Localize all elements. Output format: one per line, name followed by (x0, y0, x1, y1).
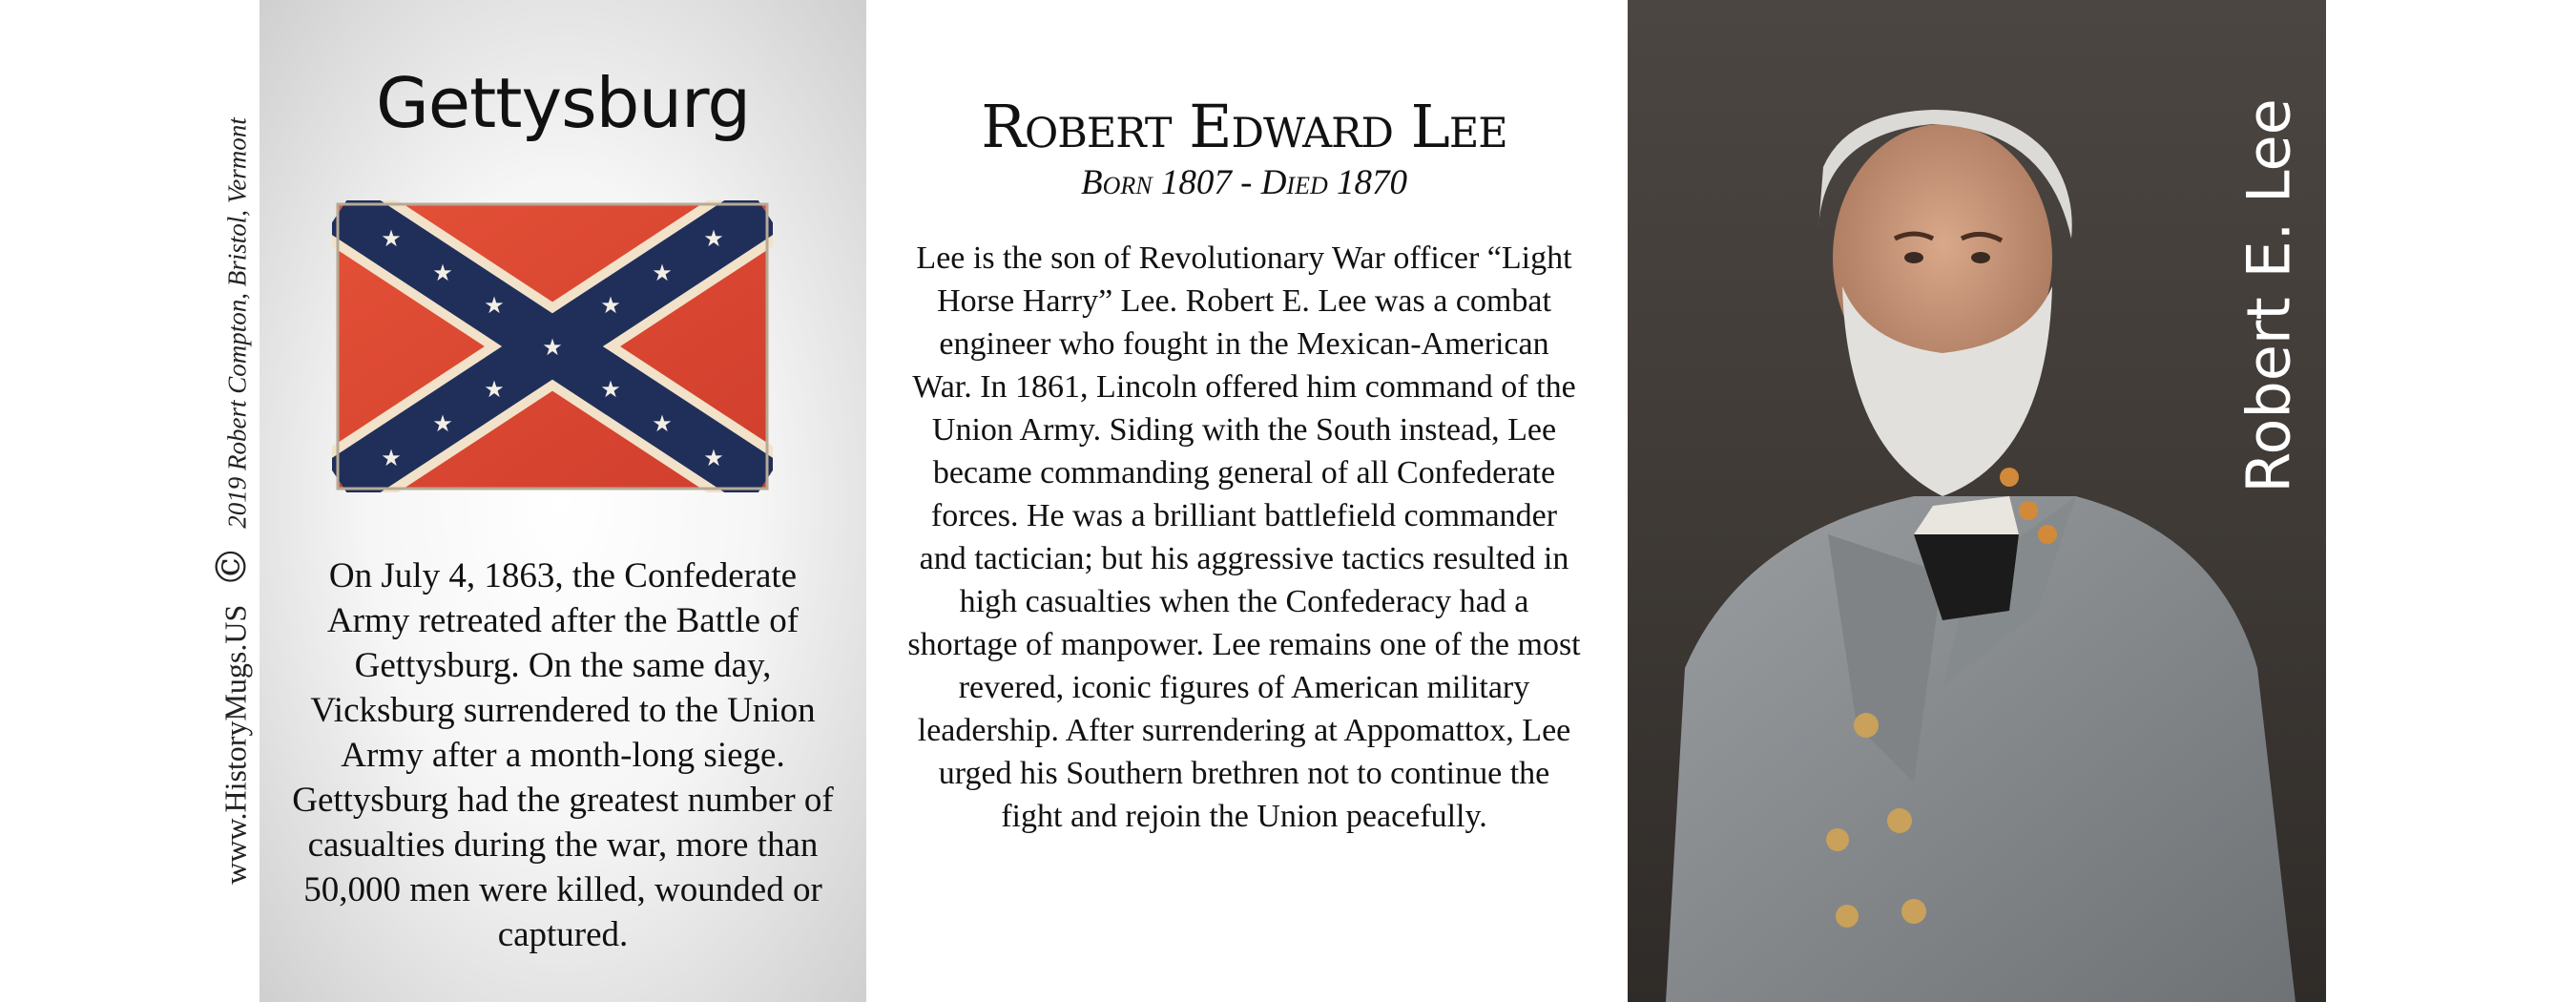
person-name: Robert Edward Lee (981, 92, 1507, 161)
copyright-text: 2019 Robert Compton, Bristol, Vermont (222, 117, 252, 529)
svg-text:★: ★ (381, 225, 402, 252)
svg-text:★: ★ (600, 376, 621, 403)
svg-text:★: ★ (542, 334, 563, 361)
svg-text:★: ★ (652, 260, 673, 286)
svg-text:★: ★ (484, 292, 505, 319)
robert-e-lee-portrait-icon (1628, 0, 2326, 1002)
vertical-name: Robert E. Lee (2233, 98, 2304, 493)
svg-text:★: ★ (432, 260, 453, 286)
svg-text:★: ★ (381, 445, 402, 471)
biography-text: Lee is the son of Revolutionary War officer “Light Horse Harry” Lee. Robert E. Lee was a combat engineer who fought in the Mexican-American War. In 1861, Lincoln offered him command of the Union Army. Siding with the South instead, Lee became commanding general of all Confederate forces. He was a brilliant battlefield commander and tactician; but his aggressive tactics resulted in high casualties when the Confederacy had a shortage of manpower. Lee remains one of the most revered, iconic figures of American military leadership. After surrendering at Appomattox, Lee urged his Southern brethren not to continue the fight and rejoin the Union peacefully. (907, 240, 1581, 834)
life-dates: Born 1807 - Died 1870 (1081, 163, 1407, 202)
svg-text:★: ★ (652, 410, 673, 437)
gettysburg-panel (260, 0, 866, 1002)
copyright-icon: © (207, 545, 257, 588)
svg-text:★: ★ (703, 225, 724, 252)
confederate-flag-icon (332, 200, 773, 492)
svg-text:★: ★ (703, 445, 724, 471)
website-link[interactable]: www.HistoryMugs.US (218, 604, 253, 885)
credit-line (208, 117, 257, 885)
svg-text:★: ★ (600, 292, 621, 319)
svg-text:★: ★ (484, 376, 505, 403)
gettysburg-text: On July 4, 1863, the Confederate Army retreated after the Battle of Gettysburg. On the same day, Vicksburg surrendered to the Union Army after a month-long siege. Gettysburg had the greatest number of casualties during the war, more than 50,000 men were killed, wounded or captured. (292, 556, 834, 954)
portrait-image (1628, 0, 2326, 1002)
svg-text:★: ★ (432, 410, 453, 437)
panel-title: Gettysburg (375, 63, 751, 143)
